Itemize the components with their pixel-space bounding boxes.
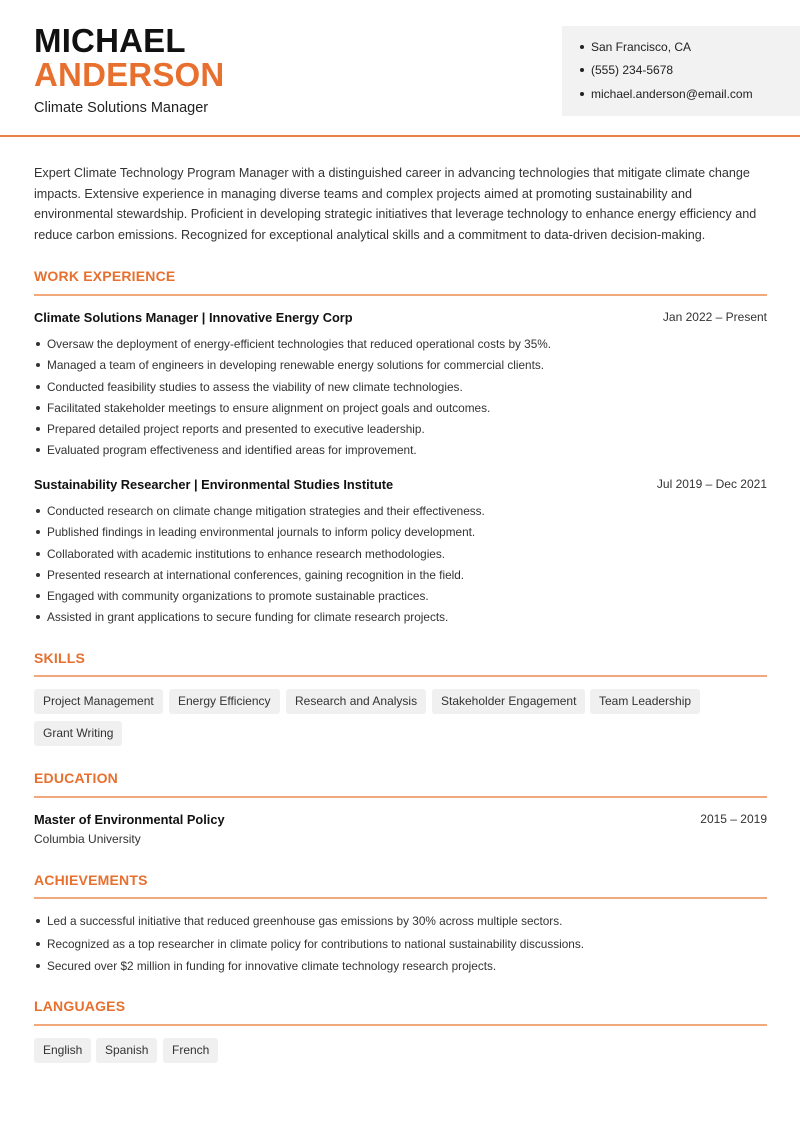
list-item: Collaborated with academic institutions to enhance research methodologies. <box>34 547 767 568</box>
section-title-work: WORK EXPERIENCE <box>34 268 176 284</box>
section-divider <box>34 1024 767 1026</box>
language-chip: English <box>34 1038 91 1063</box>
job-role: Climate Solutions Manager | Innovative Energy Corp <box>34 310 353 325</box>
list-item: Conducted feasibility studies to assess the viability of new climate technologies. <box>34 380 767 401</box>
location-text: San Francisco, CA <box>591 40 692 54</box>
contact-email[interactable] <box>580 87 753 101</box>
email-text[interactable]: michael.anderson@email.com <box>591 87 753 101</box>
section-title-achievements: ACHIEVEMENTS <box>34 872 148 888</box>
section-title-skills: SKILLS <box>34 650 85 666</box>
list-item: Published findings in leading environmental journals to inform policy development. <box>34 525 767 546</box>
list-item: Presented research at international conferences, gaining recognition in the field. <box>34 568 767 589</box>
language-chip: Spanish <box>96 1038 157 1063</box>
skill-chip: Energy Efficiency <box>169 689 280 714</box>
list-item: Recognized as a top researcher in climate policy for contributions to national sustainability discussions. <box>34 937 767 960</box>
education-dates: 2015 – 2019 <box>700 812 767 826</box>
list-item: Evaluated program effectiveness and identified areas for improvement. <box>34 443 767 464</box>
list-item: Facilitated stakeholder meetings to ensure alignment on project goals and outcomes. <box>34 401 767 422</box>
language-chip: French <box>163 1038 218 1063</box>
section-divider <box>34 675 767 677</box>
section-divider <box>34 897 767 899</box>
job-dates: Jan 2022 – Present <box>662 310 767 324</box>
list-item: Prepared detailed project reports and presented to executive leadership. <box>34 422 767 443</box>
summary-paragraph: Expert Climate Technology Program Manager with a distinguished career in advancing technologies that mitigate climate change impacts. Extensive experience in managing diverse teams and complex projects aimed at promoting sustainability and environmental stewardship. Proficient in developing strategic initiatives that leverage technology to enhance energy efficiency and reduce carbon emissions. Recognized for exceptional analytical skills and a commitment to data-driven decision-making. <box>34 166 757 243</box>
skill-chip: Project Management <box>34 689 163 714</box>
job-heading <box>34 310 767 325</box>
section-title-languages: LANGUAGES <box>34 998 126 1014</box>
first-name: MICHAEL <box>34 22 186 59</box>
skill-chip: Research and Analysis <box>286 689 426 714</box>
list-item: Assisted in grant applications to secure funding for climate research projects. <box>34 610 767 631</box>
bullet-icon <box>580 68 584 72</box>
job-dates: Jul 2019 – Dec 2021 <box>656 477 767 491</box>
job-bullets <box>34 504 767 632</box>
skill-chip: Stakeholder Engagement <box>432 689 585 714</box>
contact-phone <box>580 63 673 77</box>
list-item: Secured over $2 million in funding for innovative climate technology research projects. <box>34 959 767 982</box>
job-role: Sustainability Researcher | Environmental Studies Institute <box>34 477 394 492</box>
list-item: Conducted research on climate change mitigation strategies and their effectiveness. <box>34 504 767 525</box>
phone-text: (555) 234-5678 <box>591 63 674 77</box>
list-item: Oversaw the deployment of energy-efficient technologies that reduced operational costs by 35%. <box>34 337 767 358</box>
achievements-list <box>34 914 767 982</box>
job-bullets <box>34 337 767 465</box>
education-school: Columbia University <box>34 832 141 846</box>
job-title: Climate Solutions Manager <box>34 100 209 116</box>
list-item: Managed a team of engineers in developing renewable energy solutions for commercial clients. <box>34 358 767 379</box>
education-degree: Master of Environmental Policy <box>34 812 225 827</box>
list-item: Led a successful initiative that reduced greenhouse gas emissions by 30% across multiple sectors. <box>34 914 767 937</box>
skill-chip: Team Leadership <box>590 689 700 714</box>
section-title-education: EDUCATION <box>34 770 118 786</box>
list-item: Engaged with community organizations to promote sustainable practices. <box>34 589 767 610</box>
contact-box <box>562 26 800 116</box>
bullet-icon <box>580 45 584 49</box>
section-divider <box>34 294 767 296</box>
contact-location <box>580 40 691 54</box>
job-heading <box>34 477 767 492</box>
section-divider <box>34 796 767 798</box>
bullet-icon <box>580 92 584 96</box>
resume-header <box>0 0 800 137</box>
skill-chip: Grant Writing <box>34 721 122 746</box>
last-name: ANDERSON <box>34 56 225 93</box>
